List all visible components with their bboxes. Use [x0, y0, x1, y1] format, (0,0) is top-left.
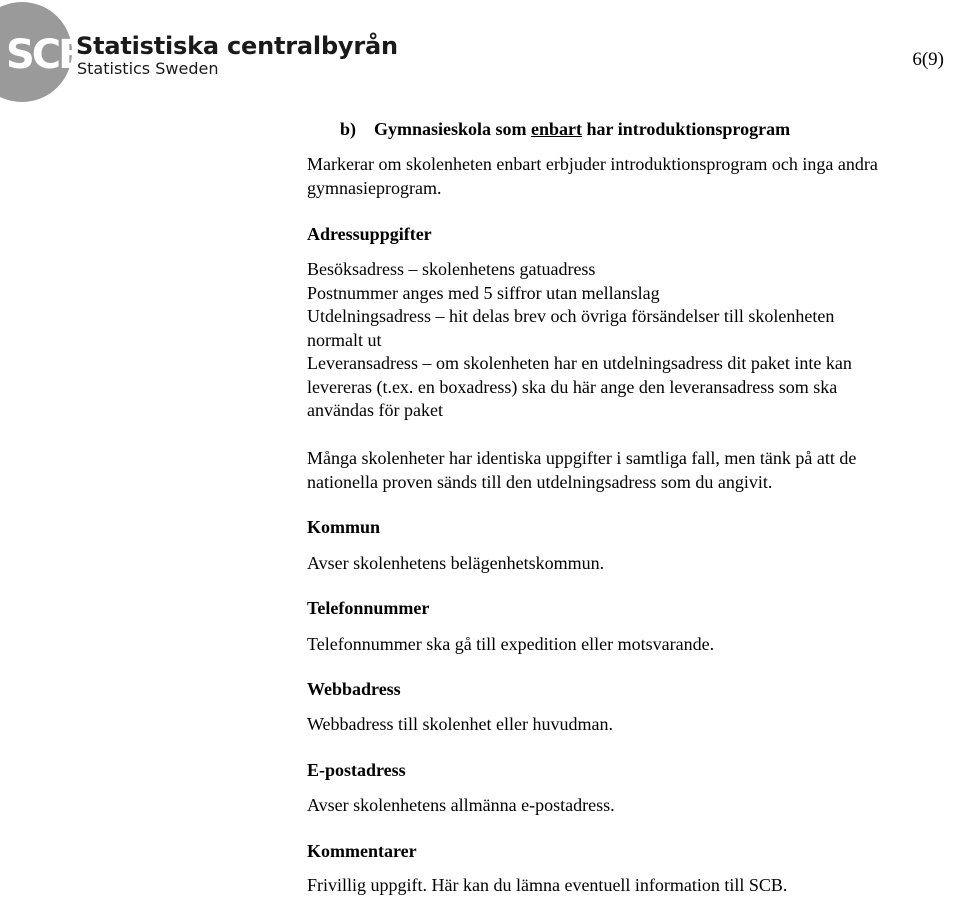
note-line: nationella proven sänds till den utdelningsadress som du angivit. [307, 471, 773, 492]
org-name-swedish: Statistiska centralbyrån [76, 32, 398, 60]
org-name-english: Statistics Sweden [77, 59, 219, 78]
telefon-body: Telefonnummer ska gå till expedition eller motsvarande. [307, 634, 715, 654]
body-line: gymnasieprogram. [307, 177, 442, 198]
kommentarer-heading: Kommentarer [307, 841, 417, 861]
address-note [307, 447, 957, 494]
section-b-title-pre: Gymnasieskola som [374, 119, 532, 139]
telefon-heading: Telefonnummer [307, 598, 430, 618]
section-b-heading [340, 119, 790, 140]
address-line: Utdelningsadress – hit delas brev och övriga försändelser till skolenheten [307, 306, 835, 326]
page-number: 6(9) [912, 49, 944, 70]
kommun-heading: Kommun [307, 517, 381, 537]
address-lines [307, 258, 957, 423]
webb-body: Webbadress till skolenhet eller huvudman. [307, 714, 613, 734]
address-line: användas för paket [307, 400, 443, 420]
section-b-title-post: har introduktionsprogram [582, 119, 791, 139]
address-line: normalt ut [307, 329, 382, 350]
address-line: levereras (t.ex. en boxadress) ska du här ange den leveransadress som ska [307, 376, 838, 397]
note-line: Många skolenheter har identiska uppgifter i samtliga fall, men tänk på att de [307, 448, 857, 468]
body-line: Markerar om skolenheten enbart erbjuder introduktionsprogram och inga andra [307, 154, 878, 174]
epost-body: Avser skolenhetens allmänna e-postadress. [307, 795, 615, 815]
address-line: Besöksadress – skolenhetens gatuadress [307, 259, 596, 279]
section-b-title-underlined: enbart [531, 119, 583, 139]
logo-mark-text: SCB [6, 32, 86, 78]
webb-heading: Webbadress [307, 679, 401, 699]
address-line: Postnummer anges med 5 siffror utan mellanslag [307, 282, 660, 303]
address-line: Leveransadress – om skolenheten har en utdelningsadress dit paket inte kan [307, 353, 852, 373]
kommun-body: Avser skolenhetens belägenhetskommun. [307, 553, 605, 573]
kommentarer-body: Frivillig uppgift. Här kan du lämna eventuell information till SCB. [307, 875, 788, 895]
section-b-letter: b) [340, 119, 357, 139]
epost-heading: E-postadress [307, 760, 406, 780]
scb-logo [0, 2, 410, 106]
scb-logo-mark-icon [0, 2, 86, 102]
address-heading: Adressuppgifter [307, 224, 432, 244]
section-b-body [307, 153, 957, 200]
